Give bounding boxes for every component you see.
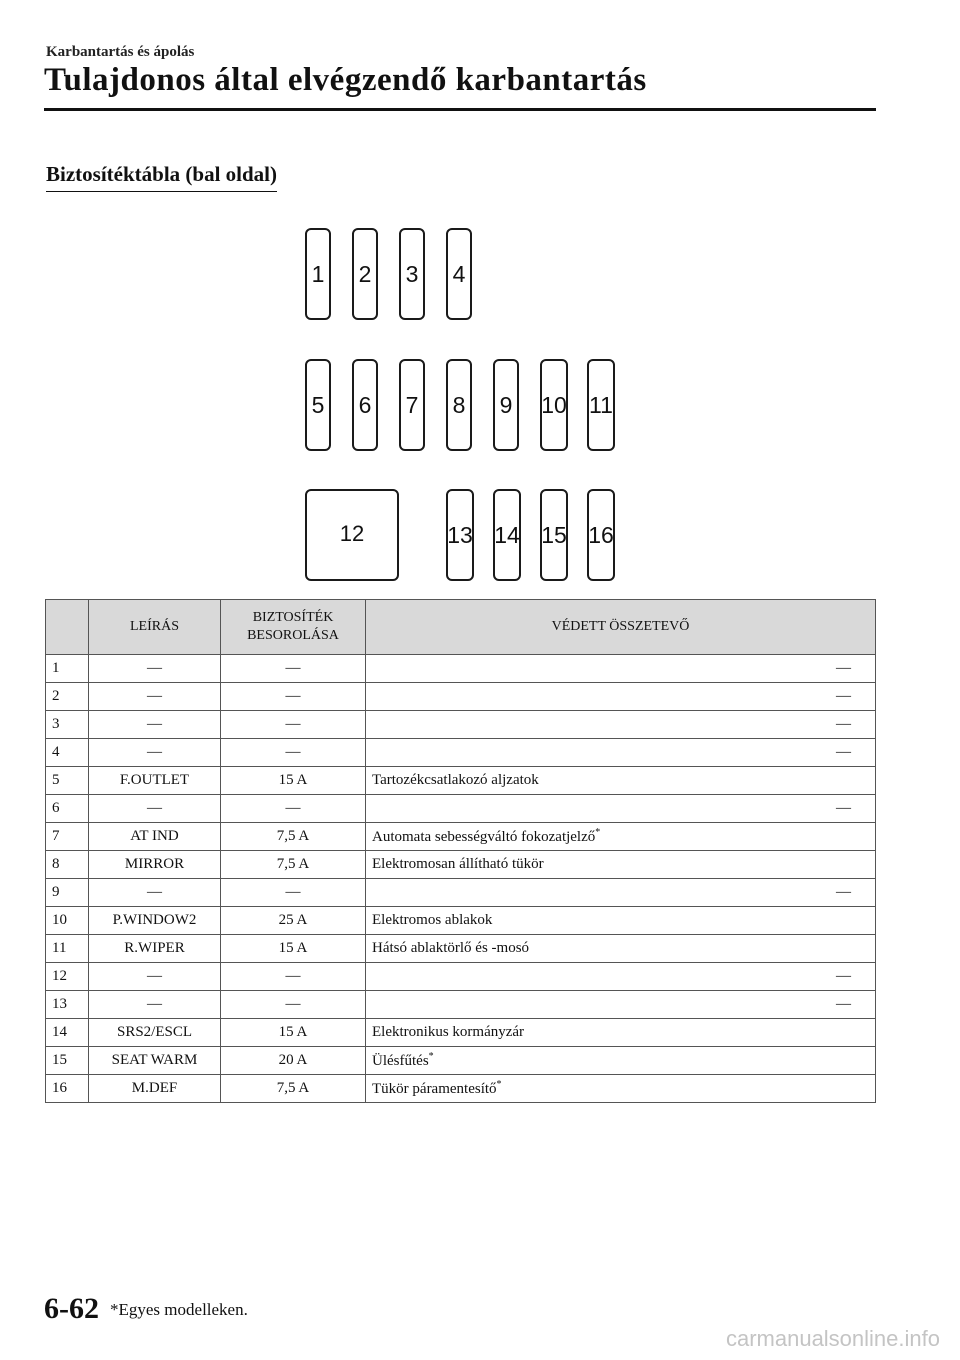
row-number xyxy=(46,655,89,683)
page-title: Tulajdonos által elvégzendő karbantartás xyxy=(44,62,647,98)
table-row xyxy=(46,935,876,963)
row-rating-text: 7,5 A xyxy=(276,828,310,844)
row-rating xyxy=(221,851,366,879)
table-row xyxy=(46,1075,876,1103)
row-description xyxy=(89,1047,221,1075)
row-rating-text: 15 A xyxy=(278,1024,308,1040)
fuse-panel-subheading: Biztosítéktábla (bal oldal) xyxy=(46,162,277,192)
row-component xyxy=(366,991,876,1019)
fuse-slot: 8 xyxy=(446,359,472,451)
row-component-text: Tükör páramentesítő xyxy=(372,1081,497,1097)
row-number-text: 1 xyxy=(52,660,60,676)
row-component xyxy=(366,907,876,935)
row-description xyxy=(89,851,221,879)
table-row xyxy=(46,711,876,739)
row-rating-text: — xyxy=(285,968,301,984)
fuse-slot: 13 xyxy=(446,489,474,581)
row-component-text: Hátsó ablaktörlő és -mosó xyxy=(372,940,530,956)
table-row xyxy=(46,655,876,683)
row-description-text: — xyxy=(147,660,162,676)
row-number-text: 12 xyxy=(52,968,67,984)
row-rating xyxy=(221,823,366,851)
row-component-text: — xyxy=(836,884,851,900)
row-description-text: MIRROR xyxy=(124,856,185,872)
fuse-slot: 3 xyxy=(399,228,425,320)
row-rating-text: 15 A xyxy=(278,940,308,956)
row-component xyxy=(366,739,876,767)
row-number-text: 2 xyxy=(52,688,60,704)
row-component-text: Tartozékcsatlakozó aljzatok xyxy=(372,772,539,788)
footnote-marker: * xyxy=(428,1051,434,1062)
row-rating-text: — xyxy=(285,884,301,900)
fuse-slot-large: 12 xyxy=(305,489,399,581)
row-number-text: 3 xyxy=(52,716,60,732)
row-rating-text: — xyxy=(285,688,301,704)
row-component xyxy=(366,1047,876,1075)
row-number-text: 7 xyxy=(52,828,60,844)
row-rating xyxy=(221,767,366,795)
row-component-text: Elektromosan állítható tükör xyxy=(372,856,544,872)
table-row xyxy=(46,739,876,767)
row-component xyxy=(366,683,876,711)
row-number xyxy=(46,683,89,711)
row-component xyxy=(366,1075,876,1103)
row-number xyxy=(46,907,89,935)
row-description xyxy=(89,935,221,963)
table-row xyxy=(46,1019,876,1047)
fuse-slot: 10 xyxy=(540,359,568,451)
row-component-text: — xyxy=(836,716,851,732)
row-number xyxy=(46,711,89,739)
fuse-slot: 7 xyxy=(399,359,425,451)
row-component xyxy=(366,767,876,795)
row-description xyxy=(89,907,221,935)
row-description xyxy=(89,823,221,851)
row-number-text: 11 xyxy=(52,940,67,956)
row-component xyxy=(366,795,876,823)
row-description-text: — xyxy=(147,884,162,900)
row-rating-text: — xyxy=(285,744,301,760)
row-number-text: 4 xyxy=(52,744,60,760)
table-row xyxy=(46,823,876,851)
table-row xyxy=(46,683,876,711)
row-component-text: — xyxy=(836,688,851,704)
row-number xyxy=(46,795,89,823)
row-description xyxy=(89,711,221,739)
section-label: Karbantartás és ápolás xyxy=(46,44,195,60)
row-rating xyxy=(221,1047,366,1075)
row-component xyxy=(366,823,876,851)
row-description-text: SRS2/ESCL xyxy=(116,1024,193,1040)
row-description-text: AT IND xyxy=(130,828,179,844)
row-description xyxy=(89,739,221,767)
row-rating xyxy=(221,991,366,1019)
row-number xyxy=(46,935,89,963)
table-row xyxy=(46,767,876,795)
row-description-text: M.DEF xyxy=(131,1080,178,1096)
fuse-slot: 6 xyxy=(352,359,378,451)
row-component xyxy=(366,879,876,907)
row-number xyxy=(46,767,89,795)
row-rating xyxy=(221,795,366,823)
header-number xyxy=(46,600,89,655)
row-rating xyxy=(221,1019,366,1047)
row-component-text: Elektromos ablakok xyxy=(372,912,493,928)
row-rating xyxy=(221,935,366,963)
row-description-text: — xyxy=(147,716,162,732)
row-description-text: R.WIPER xyxy=(124,940,185,956)
fuse-slot: 14 xyxy=(493,489,521,581)
row-rating xyxy=(221,963,366,991)
row-component-text: — xyxy=(836,800,851,816)
row-component xyxy=(366,1019,876,1047)
header-rating-line1: BIZTOSÍTÉK xyxy=(252,610,334,625)
row-number xyxy=(46,823,89,851)
row-rating-text: — xyxy=(285,660,301,676)
fuse-table xyxy=(45,599,876,1103)
header-rating-line2: BESOROLÁSA xyxy=(247,628,339,643)
row-component xyxy=(366,935,876,963)
row-description-text: P.WINDOW2 xyxy=(112,912,197,928)
footnote: *Egyes modelleken. xyxy=(110,1300,248,1319)
row-number xyxy=(46,1019,89,1047)
row-component-text: — xyxy=(836,996,851,1012)
row-component-text: Automata sebességváltó fokozatjelző xyxy=(372,829,596,845)
table-row xyxy=(46,991,876,1019)
row-description-text: F.OUTLET xyxy=(119,772,190,788)
row-component-text: Elektronikus kormányzár xyxy=(372,1024,525,1040)
row-number xyxy=(46,991,89,1019)
row-rating xyxy=(221,907,366,935)
row-rating-text: — xyxy=(285,800,301,816)
row-number-text: 13 xyxy=(52,996,67,1012)
row-number xyxy=(46,1047,89,1075)
row-number xyxy=(46,963,89,991)
row-rating xyxy=(221,711,366,739)
row-number xyxy=(46,1075,89,1103)
row-rating-text: 20 A xyxy=(278,1052,308,1068)
row-description xyxy=(89,795,221,823)
row-description-text: SEAT WARM xyxy=(111,1052,198,1068)
row-rating xyxy=(221,1075,366,1103)
row-description-text: — xyxy=(147,688,162,704)
row-description xyxy=(89,767,221,795)
row-component-text: — xyxy=(836,968,851,984)
row-number-text: 16 xyxy=(52,1080,67,1096)
row-description xyxy=(89,963,221,991)
row-description xyxy=(89,1019,221,1047)
fuse-slot: 1 xyxy=(305,228,331,320)
table-row xyxy=(46,1047,876,1075)
row-rating-text: 7,5 A xyxy=(276,1080,310,1096)
row-number-text: 14 xyxy=(52,1024,67,1040)
row-number-text: 10 xyxy=(52,912,67,928)
row-rating-text: — xyxy=(285,996,301,1012)
footnote-marker: * xyxy=(595,827,601,838)
fuse-slot: 9 xyxy=(493,359,519,451)
footnote-marker: * xyxy=(496,1079,502,1090)
row-number-text: 15 xyxy=(52,1052,67,1068)
row-number-text: 8 xyxy=(52,856,60,872)
row-number xyxy=(46,851,89,879)
row-rating xyxy=(221,655,366,683)
row-rating xyxy=(221,879,366,907)
row-description xyxy=(89,1075,221,1103)
row-rating xyxy=(221,683,366,711)
row-number xyxy=(46,879,89,907)
row-component-text: Ülésfűtés xyxy=(372,1053,429,1069)
row-description-text: — xyxy=(147,800,162,816)
row-description-text: — xyxy=(147,968,162,984)
watermark: carmanualsonline.info xyxy=(725,1326,940,1351)
row-rating-text: 25 A xyxy=(278,912,308,928)
table-header-row xyxy=(46,600,876,655)
title-rule xyxy=(44,108,876,111)
row-description xyxy=(89,879,221,907)
row-rating-text: 15 A xyxy=(278,772,308,788)
row-component xyxy=(366,655,876,683)
row-rating-text: — xyxy=(285,716,301,732)
header-rating xyxy=(221,600,366,655)
table-row xyxy=(46,907,876,935)
row-component xyxy=(366,963,876,991)
table-row xyxy=(46,879,876,907)
row-number xyxy=(46,739,89,767)
fuse-slot: 5 xyxy=(305,359,331,451)
row-description xyxy=(89,991,221,1019)
header-description: LEÍRÁS xyxy=(89,600,221,655)
page-number: 6-62 xyxy=(44,1292,99,1325)
fuse-table-body xyxy=(46,655,876,1103)
fuse-slot: 4 xyxy=(446,228,472,320)
row-component xyxy=(366,711,876,739)
fuse-slot: 16 xyxy=(587,489,615,581)
row-component xyxy=(366,851,876,879)
fuse-slot: 2 xyxy=(352,228,378,320)
row-description-text: — xyxy=(147,996,162,1012)
table-row xyxy=(46,795,876,823)
fuse-slot: 11 xyxy=(587,359,615,451)
table-row xyxy=(46,963,876,991)
row-component-text: — xyxy=(836,744,851,760)
row-component-text: — xyxy=(836,660,851,676)
row-description-text: — xyxy=(147,744,162,760)
row-number-text: 5 xyxy=(52,772,60,788)
fuse-slot: 15 xyxy=(540,489,568,581)
table-row xyxy=(46,851,876,879)
row-description xyxy=(89,655,221,683)
header-component: VÉDETT ÖSSZETEVŐ xyxy=(366,600,876,655)
row-number-text: 6 xyxy=(52,800,60,816)
row-rating-text: 7,5 A xyxy=(276,856,310,872)
row-description xyxy=(89,683,221,711)
row-rating xyxy=(221,739,366,767)
row-number-text: 9 xyxy=(52,884,60,900)
